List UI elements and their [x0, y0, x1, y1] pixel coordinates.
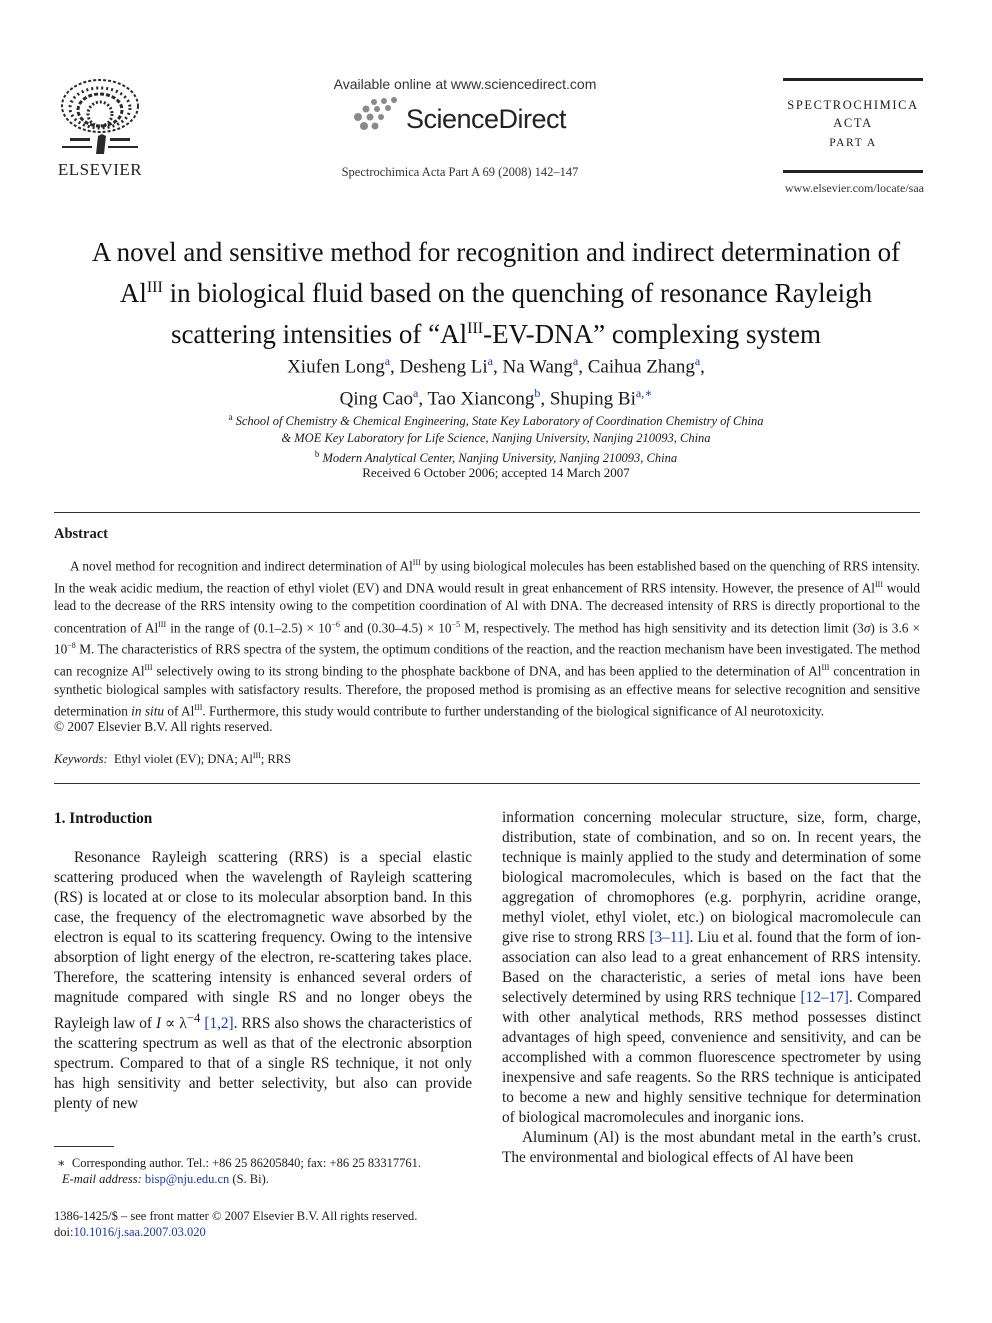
- paragraph: Aluminum (Al) is the most abundant metal in the earth’s crust. The environmental and biological effects of Al have been: [502, 1129, 921, 1166]
- paragraph: information concerning molecular structure, size, form, charge, distribution, state of combination, and so on. In recent years, the technique is mainly applied to the study and determination of some biological macromolecules, which is based on the fact that the aggregation of chromophores (e.g. porphyrin, acridine orange, methyl violet, ethyl violet, etc.) on biological macromolecule can give rise to strong RRS [3–11]. Liu et al. found that the form of ion-association can also lead to a great enhancement of RRS intensity. Based on the characteristic, a series of metal ions have been selectively determined by using RRS technique [12–17]. Compared with other analytical methods, RRS method possesses distinct advantages of high speed, convenience and sensitivity, and can be accomplished with a common fluorescence spectrometer by using inexpensive and safe reagents. So the RRS technique is anticipated to become a new and highly sensitive technique for determination of biological macromolecules and inorganic ions.: [502, 809, 922, 1126]
- author-list: [40, 348, 952, 413]
- footnote-divider: [54, 1146, 114, 1147]
- journal-masthead: [783, 78, 923, 176]
- affiliation-b: $^b$ Modern Analytical Center, Nanjing University, Nanjing 210093, China: [314, 449, 678, 466]
- author-line-2: Qing Cao$^a$, Tao Xiancong$^b$, Shuping Bi$^{a,∗}$: [339, 386, 653, 410]
- body-column-right: [502, 808, 921, 1168]
- journal-name-line3: PART A: [829, 137, 877, 149]
- title-line-2: $Al^{III}$ in biological fluid based on the quenching of resonance Rayleigh: [119, 278, 873, 308]
- issn-doi: [54, 1208, 417, 1240]
- doi-link[interactable]: 10.1016/j.saa.2007.03.020: [73, 1225, 206, 1239]
- corresponding-footnote: ∗ Corresponding author. Tel.: +86 25 86205840; fax: +86 25 83317761. E-mail address: bisp@nju.edu.cn (S. Bi).: [57, 1156, 421, 1186]
- footnote-star: ∗: [57, 1156, 66, 1170]
- masthead-bottom-rule: [783, 170, 923, 173]
- available-online: Available online at www.sciencedirect.com: [333, 76, 597, 92]
- affiliation-a-cont: & MOE Key Laboratory for Life Science, Nanjing University, Nanjing 210093, China: [281, 430, 711, 445]
- citation-link[interactable]: [1,2]: [204, 1015, 234, 1033]
- author: Na Wang: [502, 356, 573, 378]
- section-heading-introduction: 1. Introduction: [54, 810, 153, 827]
- affiliation-link[interactable]: a: [694, 354, 701, 368]
- author: Tao Xiancong: [427, 388, 535, 410]
- affiliation-link[interactable]: a: [412, 386, 419, 401]
- affiliation-a: $^a$ School of Chemistry & Chemical Engineering, State Key Laboratory of Coordination Chemistry of China: [228, 412, 764, 429]
- publisher-name: ELSEVIER: [57, 160, 143, 179]
- body-column-left: [54, 848, 472, 1114]
- author: Desheng Li: [399, 356, 488, 378]
- sciencedirect-logo: [344, 96, 594, 140]
- author-line-1: Xiufen Long$^a$, Desheng Li$^a$, Na Wang$^a$, Caihua Zhang$^a$,: [287, 354, 705, 378]
- paragraph: Resonance Rayleigh scattering (RRS) is a special elastic scattering produced when the wavelength of Rayleigh scattering (RS) is located at or close to its molecular absorption band. In this case, the frequency of the electromagnetic wave absorbed by the electron is equal to its scattering frequency. Owing to the intensive absorption of light energy of the electron, re-scattering takes place. Therefore, the scattering intensity is enhanced several orders of magnitude compared with single RS and no longer obeys the Rayleigh law of $I \propto \lambda^{-4}$ [1,2]. RRS also shows the characteristics of the scattering spectrum as well as that of the electronic absorption spectrum. Compared to that of a single RS technique, it not only has high sensitivity and better selectivity, but also can provide plenty of new: [54, 849, 473, 1113]
- author: Xiufen Long: [287, 356, 385, 378]
- affiliation-link[interactable]: a: [487, 354, 493, 368]
- author: Caihua Zhang: [587, 356, 695, 378]
- abstract-bottom-divider: [54, 783, 920, 784]
- abstract-top-divider: [54, 512, 920, 513]
- journal-name-line2: ACTA: [833, 116, 873, 130]
- keywords: Keywords: Ethyl violet (EV); DNA; $Al^{III}$; RRS: [54, 751, 292, 767]
- article-title: [40, 235, 952, 352]
- email-link[interactable]: bisp@nju.edu.cn: [144, 1172, 230, 1186]
- author: Qing Cao: [339, 388, 413, 410]
- title-line-1: A novel and sensitive method for recognition and indirect determination of: [91, 237, 901, 267]
- abstract-heading: Abstract: [54, 526, 108, 542]
- affiliation-link[interactable]: a,∗: [635, 386, 653, 401]
- doi-line: doi:10.1016/j.saa.2007.03.020: [54, 1225, 206, 1239]
- abstract-body: A novel method for recognition and indirect determination of $Al^{III}$ by using biological molecules has been established based on the quenching of RRS intensity. In the weak acidic medium, the reaction of ethyl violet (EV) and DNA would result in great enhancement of RRS intensity. However, the presence of $Al^{III}$ would lead to the decrease of the RRS intensity owing to the competition coordination of Al with DNA. The decreased intensity of RRS is directly proportional to the concentration of $Al^{III}$ in the range of $(0.1-2.5) \times 10^{-6}$ and $(0.30-4.5) \times 10^{-5}$ M, respectively. The method has high sensitivity and its detection limit (3σ) is $3.6 \times 10^{-8}$ M. The characteristics of RRS spectra of the system, the optimum conditions of the reaction, and the reaction mechanism have been investigated. The method can recognize $Al^{III}$ selectively owing to its strong binding to the phosphate backbone of DNA, and has been applied to the determination of $Al^{III}$ concentration in synthetic biological samples with satisfactory results. Therefore, the proposed method is promising as an effective means for selective recognition and sensitive determination in situ of $Al^{III}$. Furthermore, this study would contribute to further understanding of the biological significance of Al neurotoxicity.: [54, 558, 921, 719]
- affiliation-link[interactable]: a: [572, 354, 579, 368]
- journal-citation: Spectrochimica Acta Part A 69 (2008) 142–147: [341, 165, 579, 179]
- copyright-line: © 2007 Elsevier B.V. All rights reserved.: [54, 719, 273, 734]
- keywords-label: Keywords:: [54, 752, 108, 767]
- title-line-3: scattering intensities of “$Al^{III}-EV$-DNA” complexing system: [170, 319, 822, 349]
- received-dates: Received 6 October 2006; accepted 14 March 2007: [362, 465, 630, 480]
- affiliation-link[interactable]: b: [534, 386, 541, 401]
- affiliation-link[interactable]: a: [384, 354, 391, 368]
- journal-name-line1: SPECTROCHIMICA: [787, 98, 919, 112]
- elsevier-logo: [52, 76, 148, 180]
- citation-link[interactable]: [12–17]: [800, 989, 849, 1006]
- sciencedirect-wordmark: ScienceDirect: [406, 104, 567, 134]
- affiliations: [40, 409, 952, 467]
- citation-link[interactable]: [3–11]: [649, 929, 690, 946]
- issn-line: 1386-1425/$ – see front matter © 2007 Elsevier B.V. All rights reserved.: [54, 1209, 418, 1223]
- masthead-top-rule: [783, 78, 923, 81]
- journal-url[interactable]: www.elsevier.com/locate/saa: [784, 181, 924, 195]
- author: Shuping Bi: [549, 388, 636, 410]
- sciencedirect-dots-icon: [344, 96, 404, 136]
